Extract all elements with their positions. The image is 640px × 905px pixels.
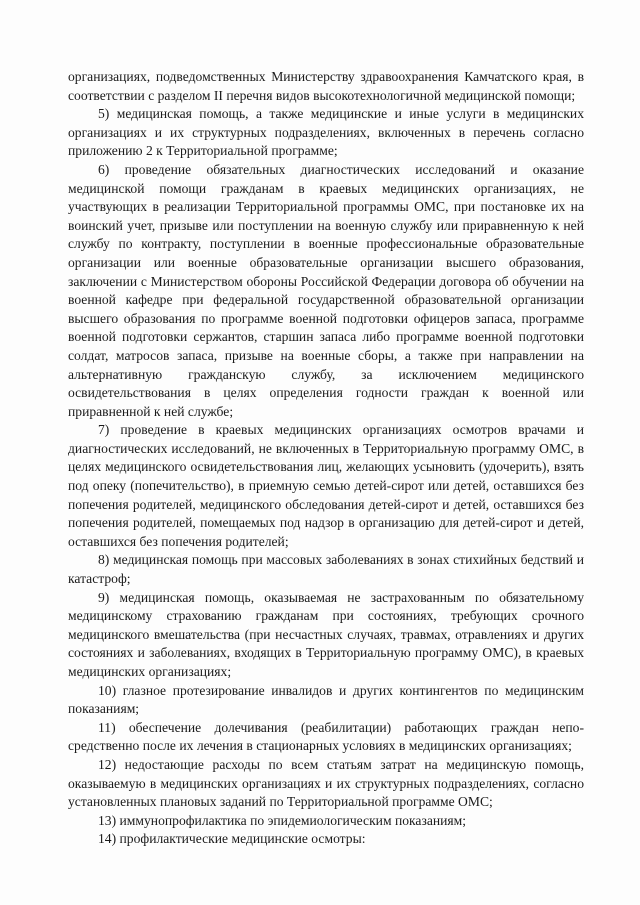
paragraph-item-14: 14) профилактические медицинские осмотры: [98,831,366,847]
paragraph-item-7: 7) проведение в краевых медицинских организациях осмотров врачами и диагностических исследований, не включенных в Территориальную программу ОМС, в целях медицинского освидетельствования лиц, желающих усыновить (удочерить), взять под опеку (попечительство), в приемную семью детей-сирот или детей, оставшихся без попечения родителей, медицинского обследования детей-сирот и детей, оставшихся без попечения родителей, помещаемых под надзор в организацию для детей-сирот и детей, оставшихся без попечения родителей; [68,422,584,549]
paragraph-item-13: 13) иммунопрофилактика по эпидемиологическим показаниям; [98,812,467,828]
paragraph-item-6: 6) проведение обязательных диагностических исследований и оказание медицинской помощи гражданам в краевых медицинских организациях, не участвующих в реализации Территориальной программы ОМС, при постановке их на воинский учет, призыве или поступлении на военную службу или приравненную к ней службу по контракту, поступлении в военные профессиональные образовательные организации или военные образовательные организации высшего образования, заключении с Министерством обороны Российской Федерации договора об обучении на военной кафедре при федеральной государственной образовательной организации высшего образования по программе военной подготовки офицеров запаса, программе военной подготовки сержантов, старшин запаса либо программе военной подготовки солдат, матросов запаса, призыве на военные сборы, а также при направлении на альтернативную гражданскую службу, за исключением медицинского освидетельствования в целях определения годности граждан к военной или приравненной к ней службе; [68,161,584,419]
document-body [68,68,584,849]
paragraph-continuation: организациях, подведомственных Министерству здравоохранения Камчатского края, в соответствии с разделом II перечня видов высокотехнологичной медицинской помощи; [68,69,584,103]
paragraph-item-12: 12) недостающие расходы по всем статьям затрат на медицинскую помощь, оказываемую в медицинских организациях и их структурных подразделениях, согласно установленных плановых заданий по Территориальной программе ОМС; [68,756,584,810]
paragraph-item-10: 10) глазное протезирование инвалидов и других контингентов по медицинским показаниям; [68,682,584,717]
paragraph-item-9: 9) медицинская помощь, оказываемая не застрахованным по обязательному медицинскому страхованию гражданам при состояниях, требующих срочного медицинского вмешательства (при несчастных случаях, травмах, отравлениях и других состояниях и заболеваниях, входящих в Территориальную программу ОМС), в краевых медицинских организациях; [68,589,584,679]
paragraph-item-11: 11) обеспечение долечивания (реабилитации) работающих граждан непосредственно после их лечения в стационарных условиях в медицинских организациях; [68,719,584,754]
paragraph-item-5: 5) медицинская помощь, а также медицинские и иные услуги в медицинских организациях и их структурных подразделениях, включенных в перечень согласно приложению 2 к Территориальной программе; [68,106,584,159]
paragraph-item-8: 8) медицинская помощь при массовых заболеваниях в зонах стихийных бедствий и катастроф; [68,552,584,587]
